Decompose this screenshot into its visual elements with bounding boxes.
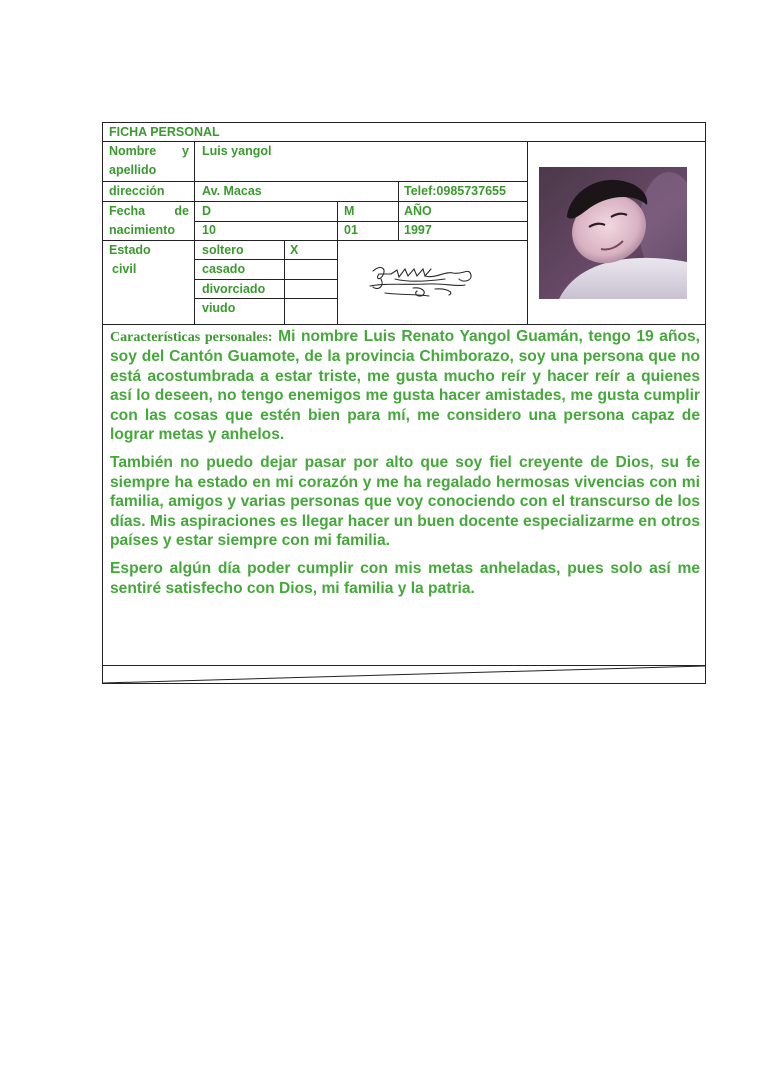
characteristics-paragraph-3: Espero algún día poder cumplir con mis metas anheladas, pues solo así me sentiré satisfecho con Dios, mi familia y la patria. bbox=[110, 560, 700, 597]
rule bbox=[194, 221, 527, 222]
bottom-diagonal-rule bbox=[103, 665, 705, 684]
rule bbox=[194, 298, 337, 299]
birth-label-line2: nacimiento bbox=[109, 223, 175, 237]
civil-option-viudo: viudo bbox=[202, 301, 236, 315]
birth-month-header: M bbox=[344, 204, 355, 218]
phone-value: Telef:0985737655 bbox=[404, 184, 506, 198]
characteristics-text bbox=[110, 327, 700, 607]
civil-option-divorciado: divorciado bbox=[202, 282, 266, 296]
rule bbox=[103, 201, 527, 202]
address-label: dirección bbox=[109, 184, 165, 198]
civil-option-soltero: soltero bbox=[202, 243, 244, 257]
name-value: Luis yangol bbox=[202, 144, 272, 158]
person-photo-icon bbox=[539, 167, 687, 299]
name-label-word: y bbox=[182, 144, 189, 158]
civil-status-mark: X bbox=[290, 243, 299, 257]
birth-year-value: 1997 bbox=[404, 223, 432, 237]
birth-label-line1 bbox=[109, 203, 189, 219]
personal-record-form bbox=[102, 122, 706, 684]
civil-label-line2: civil bbox=[112, 262, 137, 276]
name-label-line2: apellido bbox=[109, 163, 157, 177]
form-title: FICHA PERSONAL bbox=[109, 125, 220, 139]
rule bbox=[103, 240, 527, 241]
birth-day-value: 10 bbox=[202, 223, 216, 237]
rule bbox=[103, 324, 705, 325]
paragraph-text: Mi nombre Luis Renato Yangol Guamán, tengo 19 años, soy del Cantón Guamote, de la provincia Chimborazo, soy una persona que no está acostumbrada a estar triste, me gusta mucho reír y hacer reír a quienes así lo deseen, no tengo enemigos me gusta hacer amistades, me gusta cumplir con las cosas que estén bien para mí, me considero una persona capaz de lograr metas y anhelos. bbox=[110, 328, 700, 444]
birth-day-header: D bbox=[202, 204, 212, 218]
name-label-line1 bbox=[109, 143, 189, 159]
rule bbox=[194, 141, 195, 324]
characteristics-label: Características personales: bbox=[110, 330, 273, 345]
birth-label-word: de bbox=[174, 204, 189, 218]
characteristics-paragraph-1 bbox=[110, 327, 700, 444]
address-value: Av. Macas bbox=[202, 184, 262, 198]
rule bbox=[194, 259, 337, 260]
name-label-word: Nombre bbox=[109, 144, 157, 158]
characteristics-paragraph-2: También no puedo dejar pasar por alto que soy fiel creyente de Dios, su fe siempre ha estado en mi corazón y me ha regalado hermosas vivencias con mi familia, amigos y varias personas que voy conociendo con el transcurso de los días. Mis aspiraciones es llegar hacer un buen docente especializarme en otros países y estar siempre con mi familia. bbox=[110, 454, 700, 550]
rule bbox=[337, 201, 338, 324]
birth-year-header: AÑO bbox=[404, 204, 432, 218]
rule bbox=[103, 181, 527, 182]
birth-label-word: Fecha bbox=[109, 204, 146, 218]
rule bbox=[284, 240, 285, 324]
signature-icon bbox=[365, 257, 485, 303]
civil-option-casado: casado bbox=[202, 262, 246, 276]
birth-month-value: 01 bbox=[344, 223, 358, 237]
rule bbox=[398, 181, 399, 240]
rule bbox=[527, 141, 528, 324]
rule bbox=[194, 279, 337, 280]
civil-label-line1: Estado bbox=[109, 243, 151, 257]
